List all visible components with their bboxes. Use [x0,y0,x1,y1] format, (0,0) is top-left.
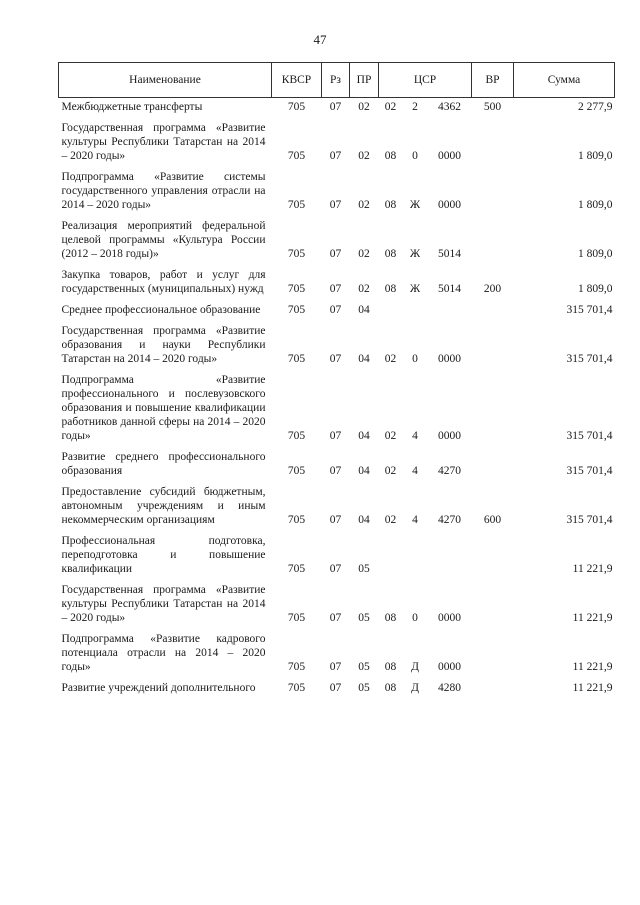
header-sum: Сумма [514,63,615,98]
csr-code [379,198,472,212]
row-vr [472,119,514,168]
csr-part-2: Ж [409,199,421,211]
row-rz: 07 [329,612,342,624]
row-rz: 07 [329,353,342,365]
csr-part-2: 0 [412,150,418,162]
csr-part-1: 02 [384,465,397,477]
csr-part-2: Ж [409,248,421,260]
row-vr [472,630,514,679]
row-sum: 315 701,4 [566,304,613,316]
row-pr: 02 [358,283,370,295]
row-kvsr: 705 [287,283,306,295]
row-csr [379,483,472,532]
row-rz: 07 [329,248,342,260]
csr-part-1: 02 [384,353,397,365]
csr-part-3: 5014 [438,283,461,295]
csr-code [379,513,472,527]
table-row [59,532,615,581]
csr-part-2: 2 [412,101,418,113]
csr-part-2: 4 [412,465,418,477]
row-sum: 315 701,4 [566,353,613,365]
row-rz: 07 [329,101,342,113]
csr-code [379,464,472,478]
row-kvsr: 705 [287,199,306,211]
csr-part-2: 0 [412,612,418,624]
row-name: Предоставление субсидий бюджетным, автономным учреждениям и иным некоммерческим организациям [61,486,266,526]
row-pr: 02 [358,101,370,113]
csr-part-1: 08 [384,682,397,694]
row-pr: 02 [358,199,370,211]
row-rz: 07 [329,514,342,526]
row-csr [379,630,472,679]
row-kvsr: 705 [287,101,306,113]
csr-part-1: 08 [384,248,397,260]
row-rz: 07 [329,563,342,575]
csr-part-3: 4270 [438,514,461,526]
row-vr [472,217,514,266]
row-kvsr: 705 [287,682,306,694]
csr-part-2: Д [411,661,419,673]
csr-part-1: 08 [384,612,397,624]
row-sum: 1 809,0 [578,283,613,295]
csr-part-3: 0000 [438,353,461,365]
row-kvsr: 705 [287,304,306,316]
csr-part-1: 02 [384,430,397,442]
csr-code [379,247,472,261]
row-rz: 07 [329,465,342,477]
page-number: 47 [313,32,327,47]
row-csr [379,322,472,371]
table-header [59,63,615,98]
row-csr [379,581,472,630]
row-sum: 11 221,9 [572,682,613,694]
csr-part-3: 4280 [438,682,461,694]
row-kvsr: 705 [287,353,306,365]
table-row [59,679,615,700]
row-vr [472,301,514,322]
row-vr [472,581,514,630]
row-pr: 05 [358,612,370,624]
row-sum: 2 277,9 [578,101,613,113]
table-row [59,266,615,301]
csr-part-2: 4 [412,514,418,526]
csr-part-1: 08 [384,199,397,211]
row-pr: 04 [358,514,370,526]
row-kvsr: 705 [287,612,306,624]
row-vr [472,371,514,448]
row-csr [379,532,472,581]
row-pr: 04 [358,304,370,316]
csr-part-3: 4362 [438,101,461,113]
table-body [59,98,615,701]
csr-part-2: 4 [412,430,418,442]
table-row [59,168,615,217]
row-vr [472,448,514,483]
row-csr [379,119,472,168]
row-rz: 07 [329,661,342,673]
row-sum: 315 701,4 [566,514,613,526]
row-name: Среднее профессиональное образование [61,304,261,316]
table-row [59,322,615,371]
csr-code [379,352,472,366]
row-kvsr: 705 [287,150,306,162]
row-vr: 600 [483,514,502,526]
row-vr: 200 [483,283,502,295]
row-kvsr: 705 [287,514,306,526]
row-rz: 07 [329,430,342,442]
row-csr [379,217,472,266]
csr-part-2: Ж [409,283,421,295]
csr-part-3: 0000 [438,150,461,162]
header-csr: ЦСР [379,63,472,98]
row-vr: 500 [483,101,502,113]
row-name: Межбюджетные трансферты [61,101,203,113]
row-kvsr: 705 [287,465,306,477]
row-name: Закупка товаров, работ и услуг для государственных (муниципальных) нужд [61,269,266,295]
header-pr: ПР [350,63,379,98]
csr-part-2: 0 [412,353,418,365]
table-row [59,301,615,322]
header-rz: Рз [322,63,350,98]
table-row [59,448,615,483]
row-csr [379,371,472,448]
row-kvsr: 705 [287,563,306,575]
csr-part-3: 5014 [438,248,461,260]
row-name: Государственная программа «Развитие образования и науки Республики Татарстан на 2014 – 2020 годы» [61,325,266,365]
row-sum: 1 809,0 [578,150,613,162]
row-pr: 05 [358,661,370,673]
row-rz: 07 [329,199,342,211]
csr-part-1: 08 [384,661,397,673]
row-rz: 07 [329,150,342,162]
csr-code [379,149,472,163]
csr-code [379,100,472,114]
table-row [59,371,615,448]
row-name: Реализация мероприятий федеральной целевой программы «Культура России (2012 – 2018 годы)» [61,220,266,260]
table-row [59,581,615,630]
row-name: Государственная программа «Развитие культуры Республики Татарстан на 2014 – 2020 годы» [61,584,266,624]
row-sum: 11 221,9 [572,661,613,673]
row-pr: 04 [358,353,370,365]
row-csr [379,679,472,700]
table-row [59,483,615,532]
csr-code [379,611,472,625]
row-kvsr: 705 [287,661,306,673]
row-kvsr: 705 [287,430,306,442]
row-rz: 07 [329,682,342,694]
row-pr: 02 [358,150,370,162]
row-name: Развитие учреждений дополнительного [61,682,256,694]
row-name: Подпрограмма «Развитие кадрового потенциала отрасли на 2014 – 2020 годы» [61,633,266,673]
row-name: Государственная программа «Развитие культуры Республики Татарстан на 2014 – 2020 годы» [61,122,266,162]
row-csr [379,98,472,120]
row-csr [379,168,472,217]
csr-part-3: 0000 [438,661,461,673]
row-name: Подпрограмма «Развитие системы государственного управления отрасли на 2014 – 2020 годы» [61,171,266,211]
csr-part-3: 4270 [438,465,461,477]
row-name: Профессиональная подготовка, переподготовка и повышение квалификации [61,535,266,575]
row-csr [379,301,472,322]
row-csr [379,266,472,301]
row-kvsr: 705 [287,248,306,260]
row-sum: 1 809,0 [578,199,613,211]
csr-code [379,681,472,695]
csr-part-2: Д [411,682,419,694]
row-sum: 315 701,4 [566,430,613,442]
row-rz: 07 [329,304,342,316]
table-row [59,217,615,266]
csr-code [379,660,472,674]
row-sum: 1 809,0 [578,248,613,260]
row-sum: 11 221,9 [572,563,613,575]
header-kvsr: КВСР [272,63,322,98]
table-row [59,630,615,679]
row-pr: 02 [358,248,370,260]
row-rz: 07 [329,283,342,295]
csr-part-3: 0000 [438,199,461,211]
csr-code [379,282,472,296]
row-csr [379,448,472,483]
csr-part-1: 08 [384,150,397,162]
budget-table [58,62,615,700]
row-pr: 05 [358,563,370,575]
budget-table-container [58,62,614,700]
csr-code [379,429,472,443]
table-row [59,119,615,168]
csr-part-3: 0000 [438,612,461,624]
row-pr: 04 [358,465,370,477]
csr-part-1: 02 [384,101,397,113]
row-vr [472,322,514,371]
row-pr: 05 [358,682,370,694]
csr-part-3: 0000 [438,430,461,442]
csr-part-1: 08 [384,283,397,295]
row-name: Подпрограмма «Развитие профессионального и послевузовского образования и повышение квалификации работников данной сферы на 2014 – 2020 годы» [61,374,266,442]
row-vr [472,168,514,217]
row-name: Развитие среднего профессионального образования [61,451,266,477]
csr-part-1: 02 [384,514,397,526]
row-vr [472,679,514,700]
header-name: Наименование [59,63,272,98]
header-vr: ВР [472,63,514,98]
row-vr [472,532,514,581]
row-sum: 11 221,9 [572,612,613,624]
row-pr: 04 [358,430,370,442]
row-sum: 315 701,4 [566,465,613,477]
table-row [59,98,615,120]
